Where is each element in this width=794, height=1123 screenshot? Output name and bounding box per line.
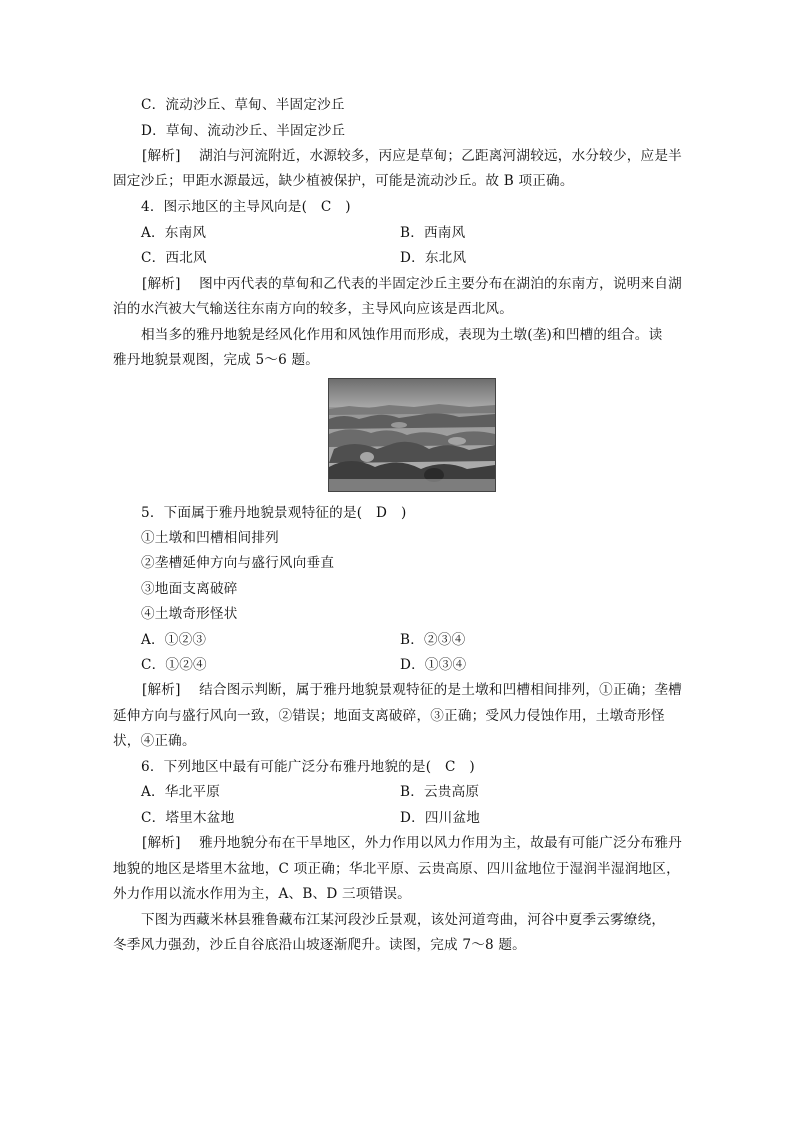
q3-option-d: D．草甸、流动沙丘、半固定沙丘 bbox=[141, 123, 346, 139]
q4-analysis-text-1: 图中丙代表的草甸和乙代表的半固定沙丘主要分布在湖泊的东南方，说明来自湖 bbox=[199, 276, 682, 292]
q5-statement-3: ③地面支离破碎 bbox=[141, 581, 238, 597]
yardang-landscape-photo bbox=[328, 378, 496, 492]
q6-analysis-line-2: 地貌的地区是塔里木盆地，C 项正确；华北平原、云贵高原、四川盆地位于湿润半湿润地区， bbox=[113, 861, 680, 877]
q5-analysis-line-1 bbox=[142, 680, 682, 700]
q5-analysis-line-3: 状，④正确。 bbox=[113, 733, 196, 749]
q3-option-c: C．流动沙丘、草甸、半固定沙丘 bbox=[141, 97, 345, 113]
q5-statement-1: ①土墩和凹槽相间排列 bbox=[141, 530, 279, 546]
intro-7-8-line-2: 冬季风力强劲，沙丘自谷底沿山坡逐渐爬升。读图，完成 7～8 题。 bbox=[113, 937, 526, 953]
q4-analysis-line-1 bbox=[142, 274, 682, 294]
q6-option-b: B．云贵高原 bbox=[400, 784, 480, 800]
q3-analysis-text-1: 湖泊与河流附近，水源较多，丙应是草甸；乙距离河湖较远，水分较少，应是半 bbox=[199, 148, 682, 164]
analysis-tag: [解析] bbox=[142, 682, 181, 698]
q6-analysis-text-1: 雅丹地貌分布在干旱地区，外力作用以风力作用为主，故最有可能广泛分布雅丹 bbox=[199, 835, 682, 851]
intro-5-6-line-2: 雅丹地貌景观图，完成 5～6 题。 bbox=[113, 352, 320, 368]
q5-option-a: A．①②③ bbox=[141, 632, 207, 648]
analysis-tag: [解析] bbox=[142, 835, 181, 851]
q5-statement-2: ②垄槽延伸方向与盛行风向垂直 bbox=[141, 555, 335, 571]
q5-option-d: D．①③④ bbox=[400, 657, 467, 673]
intro-5-6-line-1: 相当多的雅丹地貌是经风化作用和风蚀作用而形成，表现为土墩(垄)和凹槽的组合。读 bbox=[141, 327, 663, 343]
yardang-landscape-image bbox=[329, 379, 495, 491]
q5-statement-4: ④土墩奇形怪状 bbox=[141, 606, 238, 622]
q5-analysis-line-2: 延伸方向与盛行风向一致，②错误；地面支离破碎，③正确；受风力侵蚀作用，土墩奇形怪 bbox=[113, 708, 665, 724]
q6-analysis-line-1 bbox=[142, 833, 682, 853]
q6-option-d: D．四川盆地 bbox=[400, 810, 481, 826]
q4-option-a: A．东南风 bbox=[141, 225, 207, 241]
q4-option-b: B．西南风 bbox=[400, 225, 466, 241]
q6-analysis-line-3: 外力作用以流水作用为主，A、B、D 三项错误。 bbox=[113, 886, 411, 902]
intro-7-8-line-1: 下图为西藏米林县雅鲁藏布江某河段沙丘景观，该处河道弯曲，河谷中夏季云雾缭绕， bbox=[141, 912, 666, 928]
q6-option-a: A．华北平原 bbox=[141, 784, 220, 800]
q3-analysis-line-2: 固定沙丘；甲距水源最远，缺少植被保护，可能是流动沙丘。故 B 项正确。 bbox=[113, 173, 574, 189]
q4-stem: 4．图示地区的主导风向是( C ) bbox=[141, 199, 351, 215]
q6-option-c: C．塔里木盆地 bbox=[141, 810, 235, 826]
q6-stem: 6．下列地区中最有可能广泛分布雅丹地貌的是( C ) bbox=[141, 759, 475, 775]
q4-option-c: C．西北风 bbox=[141, 250, 207, 266]
q5-option-b: B．②③④ bbox=[400, 632, 466, 648]
analysis-tag: [解析] bbox=[142, 148, 181, 164]
q5-option-c: C．①②④ bbox=[141, 657, 207, 673]
q5-analysis-text-1: 结合图示判断，属于雅丹地貌景观特征的是土墩和凹槽相间排列，①正确；垄槽 bbox=[199, 682, 682, 698]
q5-stem: 5．下面属于雅丹地貌景观特征的是( D ) bbox=[141, 505, 407, 521]
q3-analysis-line-1 bbox=[142, 146, 682, 166]
q4-analysis-line-2: 泊的水汽被大气输送往东南方向的较多，主导风向应该是西北风。 bbox=[113, 301, 514, 317]
analysis-tag: [解析] bbox=[142, 276, 181, 292]
q4-option-d: D．东北风 bbox=[400, 250, 467, 266]
